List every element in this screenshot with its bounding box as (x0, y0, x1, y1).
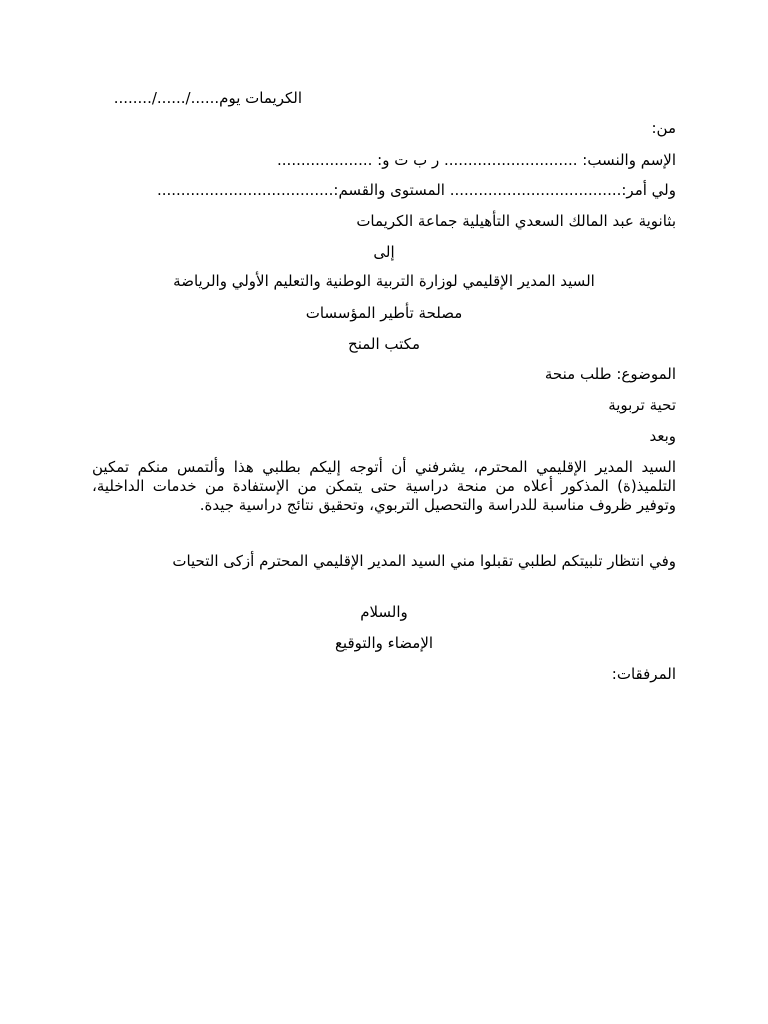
signature-label: الإمضاء والتوقيع (334, 634, 434, 652)
from-label: من: (651, 119, 676, 137)
school-line: بثانوية عبد المالك السعدي التأهيلية جماعة الكريمات (356, 212, 676, 230)
body-paragraph: السيد المدير الإقليمي المحترم، يشرفني أن أتوجه إليكم بطلبي هذا وألتمس منكم تمكين التلميذ(ة) المذكور أعلاه من منحة دراسية حتى يتمكن من الإستفادة من خدمات الداخلية، وتوفير ظروف مناسبة للدراسة والتحصيل التربوي، وتحقيق نتائج دراسية جيدة. (92, 458, 676, 514)
date-line: الكريمات يوم....../....../........ (113, 89, 302, 107)
to-label: إلى (373, 243, 395, 261)
attachments-label: المرفقات: (611, 665, 676, 683)
recipient-line-1: السيد المدير الإقليمي لوزارة التربية الوطنية والتعليم الأولي والرياضة (173, 272, 595, 290)
guardian-line: ولي أمر:.................................... المستوى والقسم:..................................... (156, 181, 676, 199)
name-line: الإسم والنسب: ............................ ر ب ت و: .................... (277, 151, 676, 169)
after-greeting: وبعد (649, 427, 676, 445)
greeting: تحية تربوية (608, 396, 676, 414)
recipient-line-3: مكتب المنح (348, 335, 420, 353)
salutation: والسلام (360, 603, 408, 621)
closing-paragraph: وفي انتظار تلبيتكم لطلبي تقبلوا مني السيد المدير الإقليمي المحترم أزكى التحيات (172, 552, 676, 570)
recipient-line-2: مصلحة تأطير المؤسسات (305, 304, 463, 322)
subject-line: الموضوع: طلب منحة (544, 365, 676, 383)
